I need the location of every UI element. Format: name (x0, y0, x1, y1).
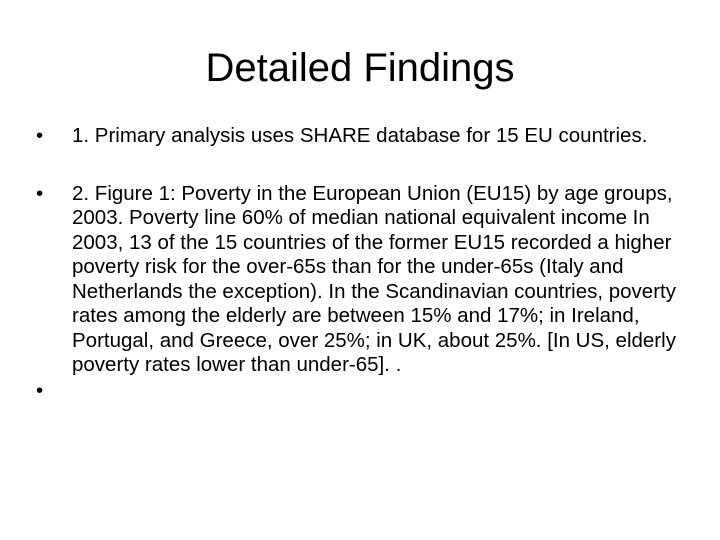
bullet-text: 1. Primary analysis uses SHARE database for 15 EU countries. (72, 124, 648, 147)
bullet-list (36, 124, 696, 401)
bullet-text: 2. Figure 1: Poverty in the European Union (EU15) by age groups, 2003. Poverty line 60% of median national equivalent income In 2003, 13 of the 15 countries of the former EU15 recorded a higher poverty risk for the over-65s than for the under-65s (Italy and Netherlands the exception). In the Scandinavian countries, poverty rates among the elderly are between 15% and 17%; in Ireland, Portugal, and Greece, over 25%; in UK, about 25%. [In US, elderly poverty rates lower than under-65]. . (72, 181, 676, 376)
bullet-item-empty (36, 379, 696, 401)
bullet-marker: • (36, 124, 44, 147)
bullet-item (36, 124, 696, 149)
bullet-marker: • (36, 378, 44, 402)
bullet-marker: • (36, 181, 44, 205)
bullet-item (36, 182, 696, 378)
slide-title: Detailed Findings (205, 46, 515, 90)
